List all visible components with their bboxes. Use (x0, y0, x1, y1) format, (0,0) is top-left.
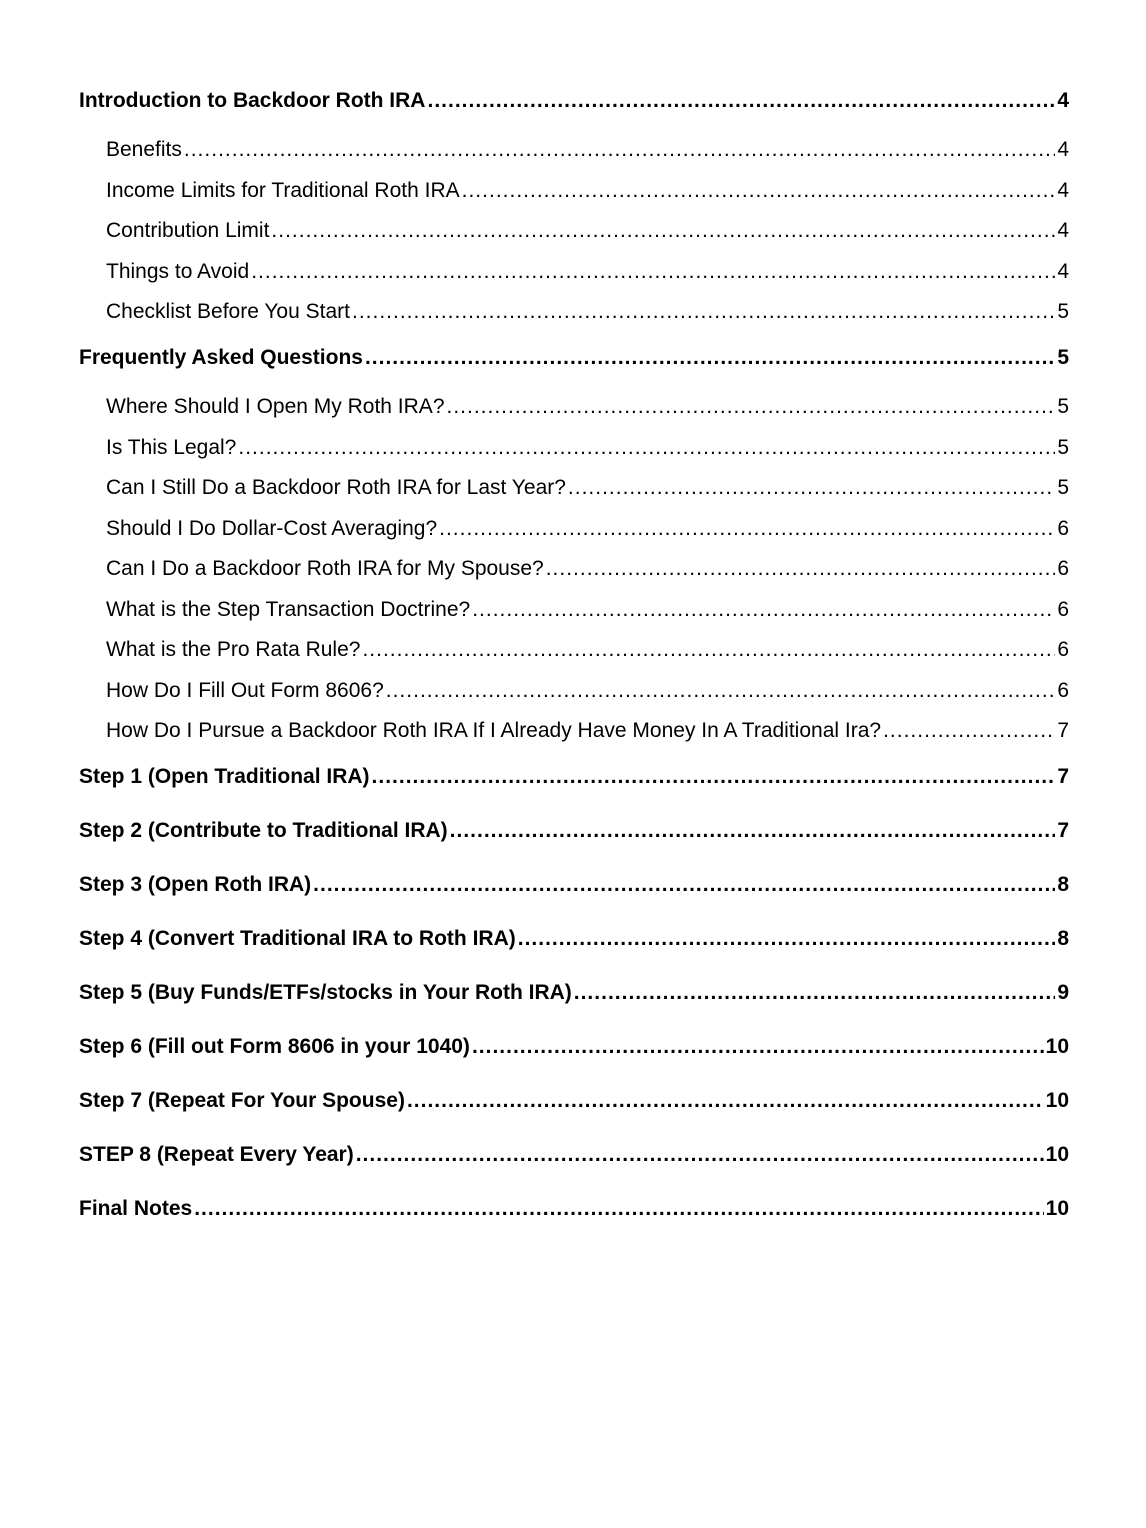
toc-entry-page: 10 (1045, 1035, 1069, 1058)
toc-entry-page: 8 (1057, 873, 1069, 896)
toc-entry-title: Step 6 (Fill out Form 8606 in your 1040) (79, 1035, 470, 1058)
toc-entry-page: 6 (1057, 638, 1069, 661)
toc-entry-title: How Do I Fill Out Form 8606? (106, 678, 384, 702)
dot-leader (447, 390, 1056, 424)
toc-entry-title: Contribution Limit (106, 219, 270, 242)
toc-entry-title: Step 1 (Open Traditional IRA) (79, 765, 370, 788)
dot-leader (518, 922, 1056, 956)
dot-leader (356, 1138, 1044, 1172)
toc-entry-existing-traditional[interactable] (79, 714, 1069, 760)
toc-entry-step-8[interactable] (79, 1138, 1069, 1192)
dot-leader (365, 341, 1055, 375)
dot-leader (362, 633, 1055, 667)
toc-entry-title: What is the Pro Rata Rule? (106, 638, 361, 661)
dot-leader (386, 674, 1056, 708)
dot-leader (546, 552, 1056, 586)
toc-entry-final-notes[interactable] (79, 1192, 1069, 1246)
toc-entry-title: Frequently Asked Questions (79, 346, 363, 369)
toc-entry-benefits[interactable] (79, 133, 1069, 174)
toc-entry-page: 9 (1057, 981, 1069, 1004)
toc-entry-page: 4 (1057, 178, 1069, 202)
toc-entry-page: 4 (1057, 89, 1069, 112)
toc-entry-dollar-cost[interactable] (79, 512, 1069, 553)
toc-entry-title: Final Notes (79, 1197, 193, 1220)
table-of-contents (79, 84, 1069, 1246)
toc-entry-pro-rata[interactable] (79, 633, 1069, 674)
toc-entry-introduction[interactable] (79, 84, 1069, 133)
toc-entry-last-year[interactable] (79, 471, 1069, 512)
toc-entry-contribution-limit[interactable] (79, 214, 1069, 255)
dot-leader (450, 814, 1056, 848)
toc-entry-title: Is This Legal? (106, 435, 237, 459)
dot-leader (427, 84, 1055, 118)
toc-entry-where-open[interactable] (79, 390, 1069, 431)
toc-entry-title: Checklist Before You Start (106, 300, 350, 323)
toc-entry-page: 5 (1057, 435, 1069, 459)
dot-leader (568, 471, 1055, 505)
dot-leader (407, 1084, 1044, 1118)
toc-entry-step-2[interactable] (79, 814, 1069, 868)
toc-entry-title: Step 7 (Repeat For Your Spouse) (79, 1089, 405, 1112)
dot-leader (313, 868, 1055, 902)
dot-leader (472, 1030, 1044, 1064)
toc-entry-title: Income Limits for Traditional Roth IRA (106, 178, 460, 202)
dot-leader (462, 174, 1056, 208)
toc-entry-page: 10 (1045, 1143, 1069, 1166)
toc-entry-checklist[interactable] (79, 295, 1069, 341)
dot-leader (472, 593, 1055, 627)
toc-entry-page: 6 (1057, 678, 1069, 702)
toc-entry-page: 5 (1057, 476, 1069, 499)
toc-entry-title: Can I Still Do a Backdoor Roth IRA for Last Year? (106, 476, 566, 499)
toc-entry-page: 10 (1045, 1197, 1069, 1220)
toc-entry-spouse[interactable] (79, 552, 1069, 593)
dot-leader (372, 760, 1056, 794)
toc-entry-step-transaction[interactable] (79, 593, 1069, 634)
toc-entry-page: 6 (1057, 516, 1069, 540)
toc-entry-page: 5 (1057, 300, 1069, 323)
toc-entry-faq[interactable] (79, 341, 1069, 390)
dot-leader (574, 976, 1056, 1010)
toc-entry-income-limits[interactable] (79, 174, 1069, 215)
toc-entry-step-5[interactable] (79, 976, 1069, 1030)
toc-entry-title: Introduction to Backdoor Roth IRA (79, 89, 426, 112)
dot-leader (352, 295, 1055, 329)
dot-leader (251, 255, 1055, 289)
toc-entry-page: 10 (1045, 1089, 1069, 1112)
toc-entry-page: 5 (1057, 346, 1069, 369)
toc-entry-title: STEP 8 (Repeat Every Year) (79, 1143, 354, 1166)
toc-entry-step-7[interactable] (79, 1084, 1069, 1138)
toc-entry-form-8606[interactable] (79, 674, 1069, 715)
toc-entry-title: Step 5 (Buy Funds/ETFs/stocks in Your Roth IRA) (79, 981, 572, 1004)
toc-entry-page: 7 (1057, 819, 1069, 842)
toc-entry-page: 4 (1057, 259, 1069, 283)
toc-entry-things-to-avoid[interactable] (79, 255, 1069, 296)
toc-entry-step-4[interactable] (79, 922, 1069, 976)
toc-entry-title: Benefits (106, 138, 182, 161)
toc-entry-title: Should I Do Dollar-Cost Averaging? (106, 516, 438, 540)
toc-entry-title: How Do I Pursue a Backdoor Roth IRA If I Already Have Money In A Traditional Ira? (106, 719, 882, 742)
toc-entry-step-1[interactable] (79, 760, 1069, 814)
toc-entry-step-6[interactable] (79, 1030, 1069, 1084)
toc-entry-title: Step 4 (Convert Traditional IRA to Roth IRA) (79, 927, 516, 950)
toc-entry-title: Step 3 (Open Roth IRA) (79, 873, 312, 896)
toc-entry-title: Things to Avoid (106, 259, 250, 283)
dot-leader (238, 431, 1055, 465)
dot-leader (194, 1192, 1043, 1226)
toc-entry-page: 6 (1057, 597, 1069, 621)
toc-entry-step-3[interactable] (79, 868, 1069, 922)
toc-entry-page: 5 (1057, 395, 1069, 418)
toc-entry-title: Can I Do a Backdoor Roth IRA for My Spouse? (106, 557, 544, 580)
toc-entry-page: 6 (1057, 557, 1069, 580)
toc-entry-page: 4 (1057, 138, 1069, 161)
toc-entry-is-legal[interactable] (79, 431, 1069, 472)
toc-entry-title: Where Should I Open My Roth IRA? (106, 395, 445, 418)
dot-leader (184, 133, 1055, 167)
toc-entry-page: 7 (1057, 719, 1069, 742)
dot-leader (883, 714, 1055, 748)
toc-entry-page: 4 (1057, 219, 1069, 242)
toc-entry-page: 7 (1057, 765, 1069, 788)
toc-entry-page: 8 (1057, 927, 1069, 950)
toc-entry-title: What is the Step Transaction Doctrine? (106, 597, 471, 621)
toc-entry-title: Step 2 (Contribute to Traditional IRA) (79, 819, 448, 842)
dot-leader (439, 512, 1055, 546)
dot-leader (271, 214, 1055, 248)
